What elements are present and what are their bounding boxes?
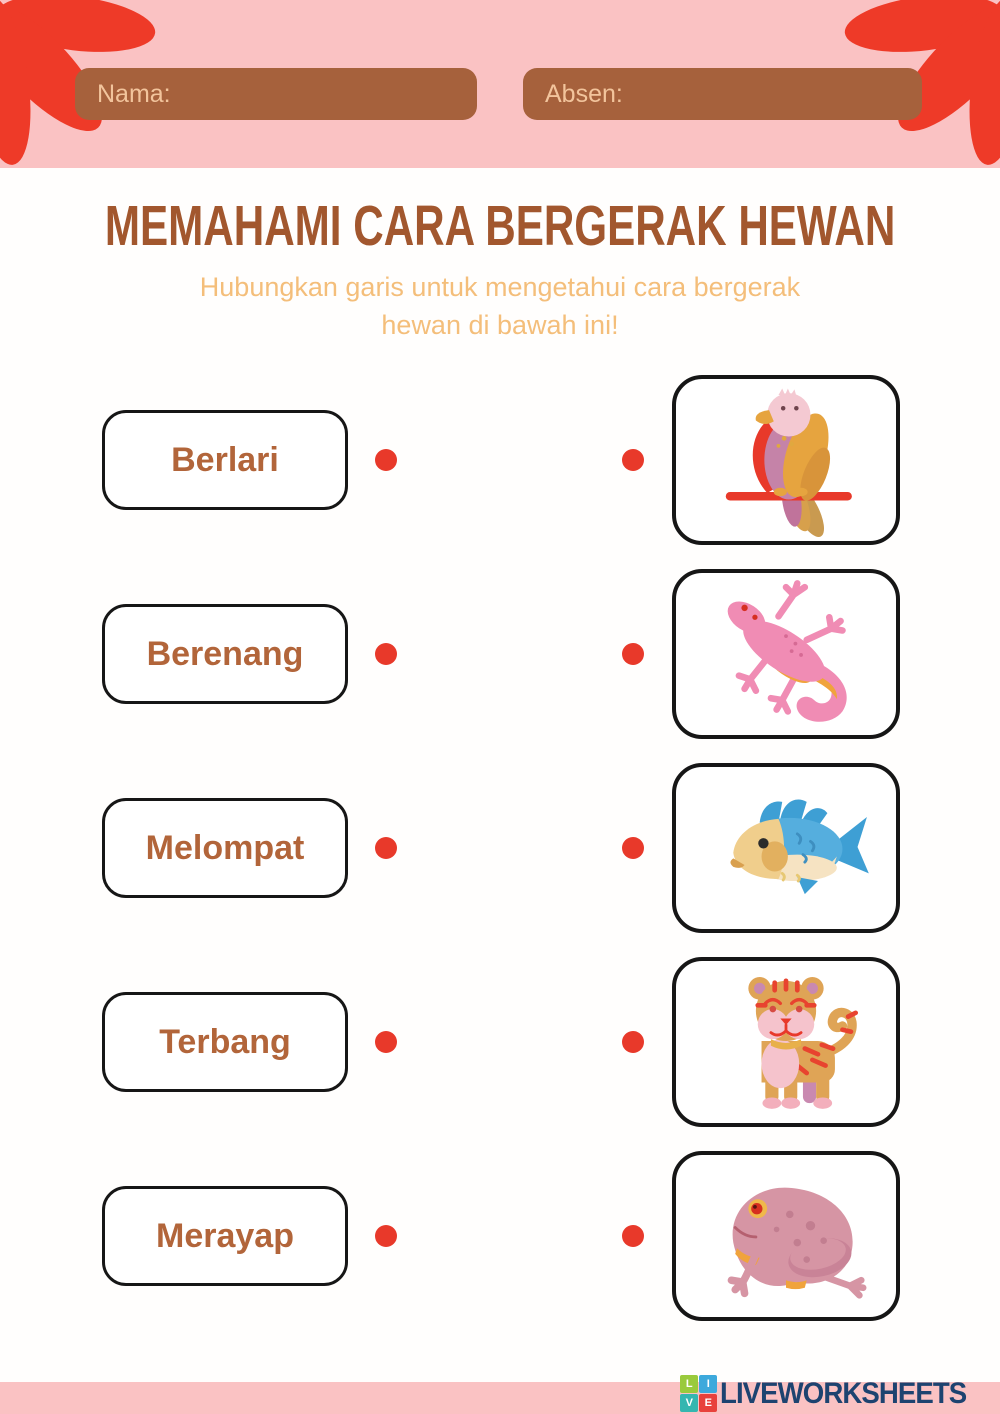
connector-dot-right-3[interactable] xyxy=(622,837,644,859)
animal-card-fish xyxy=(672,763,900,933)
frog-illustration xyxy=(686,1156,886,1316)
word-box-terbang xyxy=(102,992,348,1092)
word-label: Melompat xyxy=(145,828,305,867)
match-row-berenang xyxy=(0,557,1000,751)
parrot-illustration xyxy=(686,380,886,540)
word-label: Merayap xyxy=(156,1216,294,1255)
instructions-text: Hubungkan garis untuk mengetahui cara bergerak hewan di bawah ini! xyxy=(199,272,801,340)
word-box-berenang xyxy=(102,604,348,704)
animal-card-gecko xyxy=(672,569,900,739)
name-field[interactable]: Nama: xyxy=(75,68,477,120)
header-band xyxy=(0,0,1000,168)
intro-section xyxy=(0,168,1000,363)
connector-dot-right-1[interactable] xyxy=(622,449,644,471)
connector-dot-left-2[interactable] xyxy=(375,643,397,665)
match-row-merayap xyxy=(0,1139,1000,1333)
matching-exercise xyxy=(0,363,1000,1333)
tiger-illustration xyxy=(686,962,886,1122)
word-box-melompat xyxy=(102,798,348,898)
logo-square-v: V xyxy=(680,1394,698,1412)
fish-illustration xyxy=(686,768,886,928)
match-row-berlari xyxy=(0,363,1000,557)
liveworksheets-logo-icon xyxy=(680,1375,717,1412)
animal-card-parrot xyxy=(672,375,900,545)
connector-dot-left-3[interactable] xyxy=(375,837,397,859)
animal-card-frog xyxy=(672,1151,900,1321)
word-box-berlari xyxy=(102,410,348,510)
animal-card-tiger xyxy=(672,957,900,1127)
connector-dot-right-4[interactable] xyxy=(622,1031,644,1053)
connector-dot-left-5[interactable] xyxy=(375,1225,397,1247)
word-label: Terbang xyxy=(159,1022,291,1061)
connector-dot-left-1[interactable] xyxy=(375,449,397,471)
logo-square-e: E xyxy=(699,1394,717,1412)
logo-square-i: I xyxy=(699,1375,717,1393)
logo-square-l: L xyxy=(680,1375,698,1393)
attendance-number-field[interactable]: Absen: xyxy=(523,68,922,120)
page-title: MEMAHAMI CARA BERGERAK HEWAN xyxy=(104,194,896,259)
match-row-melompat xyxy=(0,751,1000,945)
connector-dot-right-2[interactable] xyxy=(622,643,644,665)
word-box-merayap xyxy=(102,1186,348,1286)
brand-wordmark: LIVEWORKSHEETS xyxy=(720,1376,967,1410)
gecko-illustration xyxy=(686,574,886,734)
match-row-terbang xyxy=(0,945,1000,1139)
connector-dot-right-5[interactable] xyxy=(622,1225,644,1247)
connector-dot-left-4[interactable] xyxy=(375,1031,397,1053)
word-label: Berenang xyxy=(146,634,304,673)
word-label: Berlari xyxy=(171,440,279,479)
liveworksheets-logo xyxy=(680,1375,988,1412)
